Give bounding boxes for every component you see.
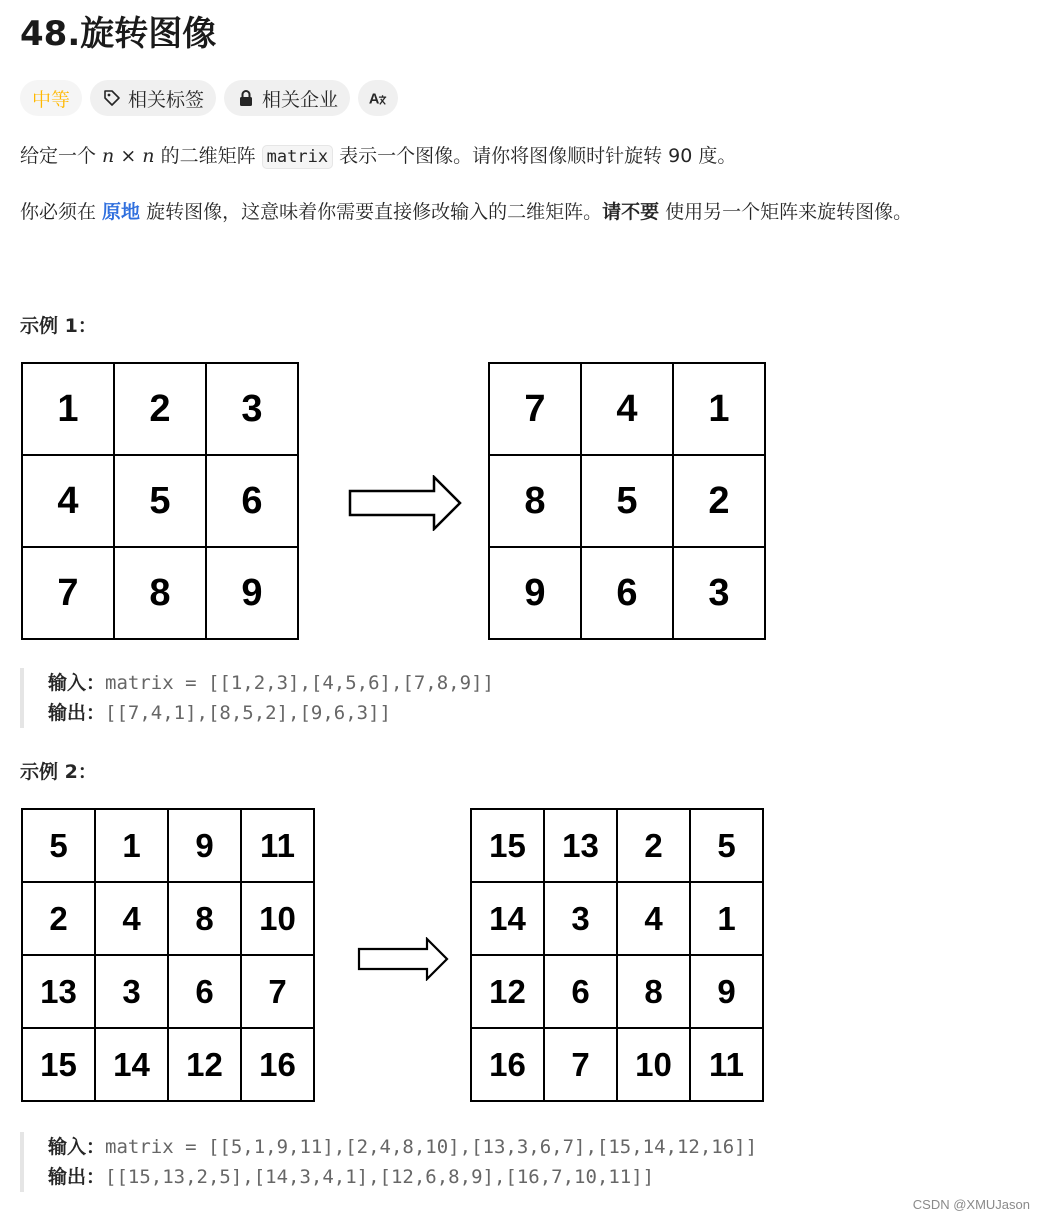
example-2-title: 示例 2：	[20, 761, 97, 783]
translate-icon	[368, 88, 388, 108]
matrix-cell: 1	[96, 810, 169, 883]
watermark: CSDN @XMUJason	[912, 1197, 1030, 1212]
matrix-cell: 2	[115, 364, 207, 456]
matrix-cell: 2	[618, 810, 691, 883]
problem-number: 48.	[20, 14, 81, 54]
matrix-cell: 15	[472, 810, 545, 883]
related-companies-button[interactable]	[224, 80, 350, 116]
arrow-right-icon	[357, 937, 449, 981]
example-1-input: 输入：matrix = [[1,2,3],[4,5,6],[7,8,9]]	[48, 672, 494, 694]
matrix-cell: 14	[472, 883, 545, 956]
matrix-cell: 13	[23, 956, 96, 1029]
matrix-cell: 1	[691, 883, 764, 956]
matrix-cell: 11	[242, 810, 315, 883]
matrix-cell: 6	[545, 956, 618, 1029]
related-companies-label: 相关企业	[262, 88, 339, 111]
matrix-cell: 16	[242, 1029, 315, 1102]
example-2-output: 输出：[[15,13,2,5],[14,3,4,1],[12,6,8,9],[16,7,10,11]]	[48, 1166, 655, 1188]
example-2-input-matrix	[21, 808, 315, 1102]
matrix-cell: 5	[691, 810, 764, 883]
matrix-cell: 3	[674, 548, 766, 640]
example-1-title: 示例 1：	[20, 315, 97, 337]
matrix-cell: 2	[674, 456, 766, 548]
matrix-cell: 7	[242, 956, 315, 1029]
matrix-cell: 12	[472, 956, 545, 1029]
matrix-cell: 5	[582, 456, 674, 548]
matrix-cell: 10	[618, 1029, 691, 1102]
matrix-cell: 8	[169, 883, 242, 956]
matrix-cell: 9	[207, 548, 299, 640]
inline-code: matrix	[262, 145, 333, 169]
description-paragraph-1: 给定一个 n × n 的二维矩阵 matrix 表示一个图像。请你将图像顺时针旋转 90 度。	[20, 145, 737, 167]
description-paragraph-2: 你必须在 原地 旋转图像，这意味着你需要直接修改输入的二维矩阵。请不要 使用另一个矩阵来旋转图像。	[20, 201, 913, 223]
matrix-cell: 3	[96, 956, 169, 1029]
matrix-cell: 7	[23, 548, 115, 640]
matrix-cell: 4	[96, 883, 169, 956]
tag-bar	[20, 80, 398, 116]
matrix-cell: 3	[207, 364, 299, 456]
matrix-cell: 5	[115, 456, 207, 548]
matrix-cell: 4	[23, 456, 115, 548]
arrow-right-icon	[348, 475, 463, 531]
example-1-output-matrix	[488, 362, 766, 640]
matrix-cell: 5	[23, 810, 96, 883]
matrix-cell: 8	[618, 956, 691, 1029]
matrix-cell: 1	[674, 364, 766, 456]
example-2-output-matrix	[470, 808, 764, 1102]
matrix-cell: 14	[96, 1029, 169, 1102]
example-1-io	[20, 668, 494, 728]
matrix-cell: 7	[490, 364, 582, 456]
problem-title: 旋转图像	[80, 14, 217, 54]
page-title	[20, 10, 216, 58]
matrix-cell: 6	[207, 456, 299, 548]
matrix-cell: 6	[169, 956, 242, 1029]
matrix-cell: 3	[545, 883, 618, 956]
matrix-cell: 15	[23, 1029, 96, 1102]
matrix-cell: 4	[618, 883, 691, 956]
matrix-cell: 4	[582, 364, 674, 456]
lock-icon	[236, 88, 256, 108]
matrix-cell: 16	[472, 1029, 545, 1102]
matrix-cell: 8	[115, 548, 207, 640]
matrix-cell: 9	[169, 810, 242, 883]
matrix-cell: 2	[23, 883, 96, 956]
tag-icon	[102, 88, 122, 108]
example-1-input-matrix	[21, 362, 299, 640]
difficulty-badge[interactable]	[20, 80, 82, 116]
matrix-cell: 11	[691, 1029, 764, 1102]
matrix-cell: 12	[169, 1029, 242, 1102]
matrix-cell: 9	[490, 548, 582, 640]
matrix-cell: 7	[545, 1029, 618, 1102]
matrix-cell: 10	[242, 883, 315, 956]
difficulty-label: 中等	[32, 88, 71, 111]
matrix-cell: 9	[691, 956, 764, 1029]
example-2-input: 输入：matrix = [[5,1,9,11],[2,4,8,10],[13,3,6,7],[15,14,12,16]]	[48, 1136, 758, 1158]
matrix-cell: 1	[23, 364, 115, 456]
matrix-cell: 8	[490, 456, 582, 548]
svg-text:A: A	[368, 91, 380, 108]
related-tags-button[interactable]	[90, 80, 216, 116]
translate-button[interactable]	[358, 80, 398, 116]
example-2-io	[20, 1132, 757, 1192]
matrix-cell: 13	[545, 810, 618, 883]
in-place-link[interactable]: 原地	[102, 201, 141, 223]
related-tags-label: 相关标签	[128, 88, 205, 111]
example-1-output: 输出：[[7,4,1],[8,5,2],[9,6,3]]	[48, 702, 391, 724]
matrix-cell: 6	[582, 548, 674, 640]
